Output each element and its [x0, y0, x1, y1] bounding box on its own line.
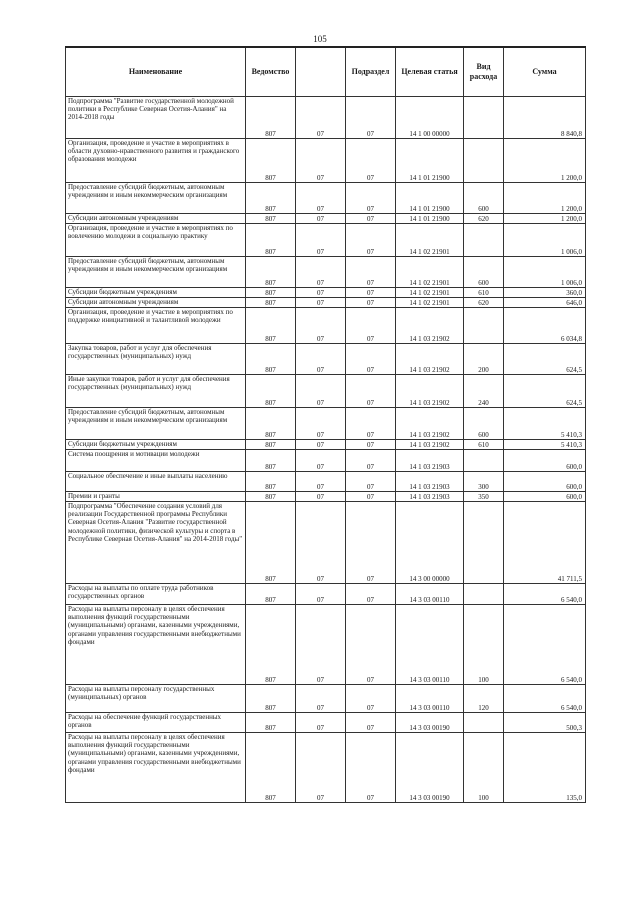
page-number: 105 — [313, 34, 327, 44]
cell-expense-type: 600 — [464, 257, 504, 288]
table-row — [66, 450, 586, 472]
cell-target-article: 14 3 03 00190 — [396, 713, 464, 733]
cell-sum: 360,0 — [504, 288, 586, 298]
cell-razdel: 07 — [296, 375, 346, 408]
cell-vedomstvo: 807 — [246, 584, 296, 605]
cell-sum: 5 410,3 — [504, 440, 586, 450]
cell-sum: 1 200,0 — [504, 183, 586, 214]
cell-podrazdel: 07 — [346, 97, 396, 139]
cell-podrazdel: 07 — [346, 502, 396, 584]
cell-name: Субсидии бюджетным учреждениям — [66, 440, 246, 450]
cell-vedomstvo: 807 — [246, 733, 296, 803]
cell-vedomstvo: 807 — [246, 408, 296, 440]
cell-podrazdel: 07 — [346, 288, 396, 298]
cell-name: Расходы на выплаты персоналу в целях обеспечения выполнения функций государственными (муниципальными) органами, казенными учреждениями, органами управления государственными внебюджетными фондами — [66, 733, 246, 803]
cell-vedomstvo: 807 — [246, 214, 296, 224]
cell-name: Подпрограмма "Обеспечение создания условий для реализации Государственной программы Республики Северная Осетия-Алания "Развитие государственной молодежной политики, физической культуры и спорта в Республике Северная Осетия-Алания" на 2014-2018 годы" — [66, 502, 246, 584]
table-row — [66, 584, 586, 605]
cell-sum: 1 200,0 — [504, 214, 586, 224]
table-row — [66, 298, 586, 308]
cell-expense-type: 100 — [464, 605, 504, 685]
header-target-article: Целевая статья — [396, 47, 464, 97]
cell-name: Социальное обеспечение и иные выплаты населению — [66, 472, 246, 492]
cell-name: Субсидии бюджетным учреждениям — [66, 288, 246, 298]
cell-name: Иные закупки товаров, работ и услуг для обеспечения государственных (муниципальных) нужд — [66, 375, 246, 408]
table-row — [66, 440, 586, 450]
cell-vedomstvo: 807 — [246, 375, 296, 408]
cell-sum: 624,5 — [504, 375, 586, 408]
cell-podrazdel: 07 — [346, 375, 396, 408]
table-row — [66, 375, 586, 408]
cell-vedomstvo: 807 — [246, 298, 296, 308]
cell-sum: 6 540,0 — [504, 584, 586, 605]
cell-podrazdel: 07 — [346, 450, 396, 472]
cell-target-article: 14 1 01 21900 — [396, 183, 464, 214]
cell-name: Предоставление субсидий бюджетным, автономным учреждениям и иным некоммерческим организациям — [66, 408, 246, 440]
cell-target-article: 14 3 03 00110 — [396, 685, 464, 713]
cell-razdel: 07 — [296, 344, 346, 375]
cell-expense-type: 300 — [464, 472, 504, 492]
cell-podrazdel: 07 — [346, 257, 396, 288]
cell-podrazdel: 07 — [346, 713, 396, 733]
cell-expense-type: 120 — [464, 685, 504, 713]
cell-target-article: 14 1 03 21903 — [396, 492, 464, 502]
cell-name: Закупка товаров, работ и услуг для обеспечения государственных (муниципальных) нужд — [66, 344, 246, 375]
cell-razdel: 07 — [296, 408, 346, 440]
cell-target-article: 14 1 02 21901 — [396, 288, 464, 298]
cell-vedomstvo: 807 — [246, 685, 296, 713]
cell-vedomstvo: 807 — [246, 257, 296, 288]
table-header-row — [66, 47, 586, 97]
cell-sum: 41 711,5 — [504, 502, 586, 584]
cell-expense-type: 350 — [464, 492, 504, 502]
table-row — [66, 139, 586, 183]
cell-name: Организация, проведение и участие в мероприятиях в области духовно-нравственного развития и гражданского образования молодежи — [66, 139, 246, 183]
cell-expense-type — [464, 308, 504, 344]
cell-podrazdel: 07 — [346, 440, 396, 450]
table-row — [66, 713, 586, 733]
cell-razdel: 07 — [296, 308, 346, 344]
header-expense-type: Вид расхода — [464, 47, 504, 97]
cell-target-article: 14 1 03 21902 — [396, 344, 464, 375]
cell-razdel: 07 — [296, 97, 346, 139]
cell-target-article: 14 1 03 21903 — [396, 472, 464, 492]
cell-razdel: 07 — [296, 139, 346, 183]
cell-podrazdel: 07 — [346, 344, 396, 375]
cell-sum: 1 200,0 — [504, 139, 586, 183]
cell-expense-type — [464, 713, 504, 733]
cell-expense-type — [464, 450, 504, 472]
cell-podrazdel: 07 — [346, 308, 396, 344]
cell-razdel: 07 — [296, 502, 346, 584]
cell-podrazdel: 07 — [346, 685, 396, 713]
cell-sum: 600,0 — [504, 492, 586, 502]
cell-sum: 1 006,0 — [504, 224, 586, 257]
cell-podrazdel: 07 — [346, 183, 396, 214]
table-row — [66, 97, 586, 139]
cell-podrazdel: 07 — [346, 584, 396, 605]
cell-vedomstvo: 807 — [246, 139, 296, 183]
cell-razdel: 07 — [296, 257, 346, 288]
cell-expense-type: 240 — [464, 375, 504, 408]
cell-razdel: 07 — [296, 440, 346, 450]
cell-target-article: 14 1 01 21900 — [396, 139, 464, 183]
cell-vedomstvo: 807 — [246, 344, 296, 375]
table-row — [66, 288, 586, 298]
header-podrazdel: Подраздел — [346, 47, 396, 97]
cell-razdel: 07 — [296, 214, 346, 224]
cell-name: Расходы на выплаты персоналу в целях обеспечения выполнения функций государственными (муниципальными) органами, казенными учреждениями, органами управления государственными внебюджетными фондами — [66, 605, 246, 685]
cell-expense-type: 610 — [464, 288, 504, 298]
cell-sum: 135,0 — [504, 733, 586, 803]
cell-sum: 6 540,0 — [504, 605, 586, 685]
cell-target-article: 14 1 03 21902 — [396, 408, 464, 440]
cell-vedomstvo: 807 — [246, 605, 296, 685]
cell-podrazdel: 07 — [346, 224, 396, 257]
cell-name: Организация, проведение и участие в мероприятиях по поддержке инициативной и талантливой молодежи — [66, 308, 246, 344]
cell-razdel: 07 — [296, 298, 346, 308]
cell-target-article: 14 1 02 21901 — [396, 257, 464, 288]
cell-vedomstvo: 807 — [246, 97, 296, 139]
cell-sum: 6 540,0 — [504, 685, 586, 713]
cell-expense-type — [464, 502, 504, 584]
cell-target-article: 14 1 02 21901 — [396, 298, 464, 308]
cell-vedomstvo: 807 — [246, 308, 296, 344]
table-row — [66, 214, 586, 224]
cell-expense-type: 100 — [464, 733, 504, 803]
cell-name: Организация, проведение и участие в мероприятиях по вовлечению молодежи в социальную практику — [66, 224, 246, 257]
budget-table — [65, 46, 586, 803]
cell-sum: 500,3 — [504, 713, 586, 733]
cell-vedomstvo: 807 — [246, 440, 296, 450]
cell-razdel: 07 — [296, 713, 346, 733]
cell-sum: 8 840,8 — [504, 97, 586, 139]
cell-expense-type — [464, 97, 504, 139]
cell-razdel: 07 — [296, 733, 346, 803]
table-row — [66, 183, 586, 214]
cell-razdel: 07 — [296, 472, 346, 492]
cell-podrazdel: 07 — [346, 492, 396, 502]
cell-target-article: 14 1 03 21902 — [396, 440, 464, 450]
cell-vedomstvo: 807 — [246, 502, 296, 584]
table-row — [66, 224, 586, 257]
cell-vedomstvo: 807 — [246, 450, 296, 472]
table-row — [66, 733, 586, 803]
cell-podrazdel: 07 — [346, 298, 396, 308]
cell-target-article: 14 3 00 00000 — [396, 502, 464, 584]
header-name: Наименование — [66, 47, 246, 97]
cell-name: Расходы на обеспечение функций государственных органов — [66, 713, 246, 733]
cell-expense-type — [464, 139, 504, 183]
cell-podrazdel: 07 — [346, 139, 396, 183]
cell-sum: 5 410,3 — [504, 408, 586, 440]
cell-name: Система поощрения и мотивации молодежи — [66, 450, 246, 472]
cell-razdel: 07 — [296, 183, 346, 214]
cell-razdel: 07 — [296, 288, 346, 298]
cell-target-article: 14 1 03 21903 — [396, 450, 464, 472]
cell-vedomstvo: 807 — [246, 492, 296, 502]
cell-expense-type: 620 — [464, 214, 504, 224]
cell-name: Субсидии автономным учреждениям — [66, 298, 246, 308]
table-body — [66, 97, 586, 803]
cell-podrazdel: 07 — [346, 214, 396, 224]
cell-podrazdel: 07 — [346, 605, 396, 685]
cell-expense-type: 620 — [464, 298, 504, 308]
cell-expense-type — [464, 584, 504, 605]
cell-razdel: 07 — [296, 492, 346, 502]
cell-name: Подпрограмма "Развитие государственной молодежной политики в Республике Северная Осетия-Алания" на 2014-2018 годы — [66, 97, 246, 139]
cell-target-article: 14 1 01 21900 — [396, 214, 464, 224]
table-row — [66, 408, 586, 440]
cell-razdel: 07 — [296, 605, 346, 685]
table-row — [66, 605, 586, 685]
cell-podrazdel: 07 — [346, 472, 396, 492]
cell-sum: 624,5 — [504, 344, 586, 375]
cell-target-article: 14 1 00 00000 — [396, 97, 464, 139]
cell-expense-type: 610 — [464, 440, 504, 450]
cell-name: Субсидии автономным учреждениям — [66, 214, 246, 224]
cell-vedomstvo: 807 — [246, 224, 296, 257]
header-razdel — [296, 47, 346, 97]
table-row — [66, 472, 586, 492]
cell-sum: 600,0 — [504, 450, 586, 472]
table-row — [66, 257, 586, 288]
cell-podrazdel: 07 — [346, 408, 396, 440]
cell-sum: 1 006,0 — [504, 257, 586, 288]
cell-expense-type: 600 — [464, 183, 504, 214]
cell-sum: 6 034,8 — [504, 308, 586, 344]
header-sum: Сумма — [504, 47, 586, 97]
cell-sum: 646,0 — [504, 298, 586, 308]
cell-target-article: 14 3 03 00110 — [396, 584, 464, 605]
cell-razdel: 07 — [296, 224, 346, 257]
cell-expense-type: 200 — [464, 344, 504, 375]
table-row — [66, 685, 586, 713]
cell-target-article: 14 1 03 21902 — [396, 375, 464, 408]
header-vedomstvo: Ведомство — [246, 47, 296, 97]
table-row — [66, 308, 586, 344]
cell-name: Премии и гранты — [66, 492, 246, 502]
table-row — [66, 344, 586, 375]
cell-razdel: 07 — [296, 685, 346, 713]
cell-vedomstvo: 807 — [246, 288, 296, 298]
cell-name: Предоставление субсидий бюджетным, автономным учреждениям и иным некоммерческим организациям — [66, 183, 246, 214]
cell-target-article: 14 1 03 21902 — [396, 308, 464, 344]
cell-vedomstvo: 807 — [246, 183, 296, 214]
cell-name: Расходы на выплаты персоналу государственных (муниципальных) органов — [66, 685, 246, 713]
cell-vedomstvo: 807 — [246, 472, 296, 492]
table-row — [66, 502, 586, 584]
table-row — [66, 492, 586, 502]
cell-expense-type: 600 — [464, 408, 504, 440]
cell-target-article: 14 1 02 21901 — [396, 224, 464, 257]
cell-sum: 600,0 — [504, 472, 586, 492]
cell-razdel: 07 — [296, 450, 346, 472]
cell-podrazdel: 07 — [346, 733, 396, 803]
cell-target-article: 14 3 03 00110 — [396, 605, 464, 685]
cell-name: Расходы на выплаты по оплате труда работников государственных органов — [66, 584, 246, 605]
cell-vedomstvo: 807 — [246, 713, 296, 733]
cell-expense-type — [464, 224, 504, 257]
cell-razdel: 07 — [296, 584, 346, 605]
cell-name: Предоставление субсидий бюджетным, автономным учреждениям и иным некоммерческим организациям — [66, 257, 246, 288]
cell-target-article: 14 3 03 00190 — [396, 733, 464, 803]
